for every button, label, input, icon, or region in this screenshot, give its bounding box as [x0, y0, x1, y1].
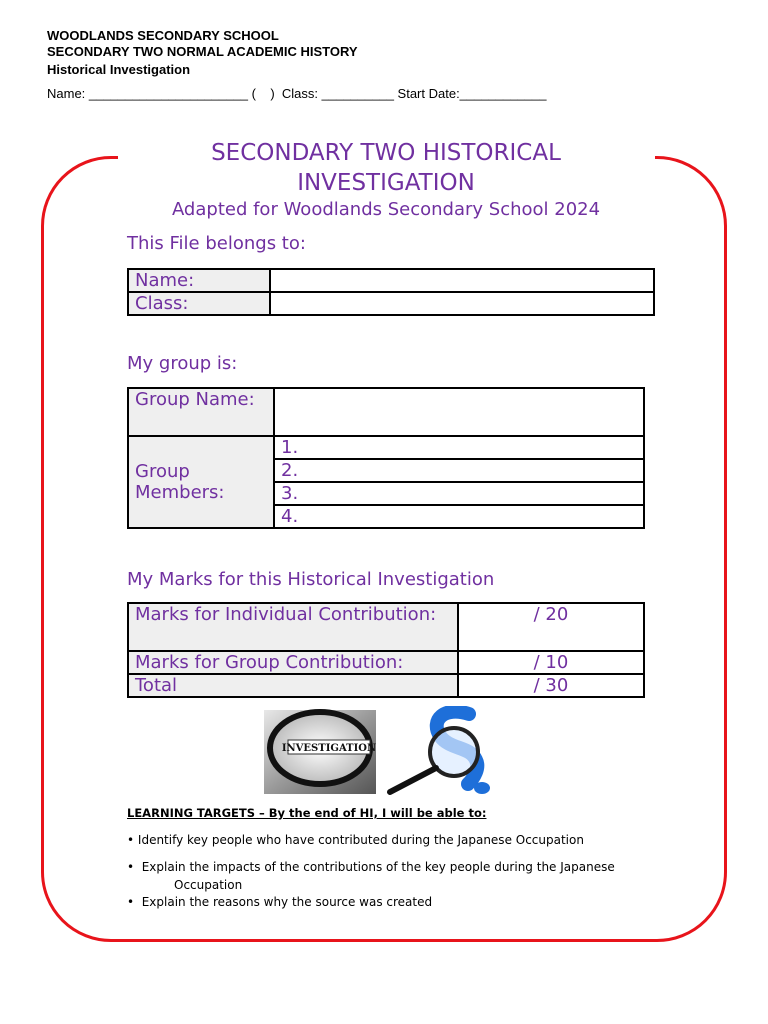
- member-number: 3.: [281, 483, 299, 504]
- total-marks-value: / 30: [458, 674, 644, 697]
- course-name: SECONDARY TWO NORMAL ACADEMIC HISTORY: [47, 44, 358, 59]
- owner-table: [127, 268, 655, 316]
- owner-name-label: Name:: [128, 269, 270, 292]
- member-field-4[interactable]: [274, 505, 644, 528]
- marks-table: [127, 602, 645, 698]
- question-magnifier-icon: [390, 712, 490, 794]
- group-heading: My group is:: [127, 353, 238, 374]
- group-name-field[interactable]: [274, 388, 644, 436]
- member-number: 4.: [281, 506, 299, 527]
- learning-target-item: • Identify key people who have contributed during the Japanese Occupation: [127, 833, 584, 847]
- member-field-1[interactable]: [274, 436, 644, 459]
- marks-heading: My Marks for this Historical Investigation: [127, 569, 495, 590]
- learning-target-item: • Explain the impacts of the contributions of the key people during the Japanese: [127, 860, 615, 874]
- student-info-line: Name: ______________________ ( ) Class: __________ Start Date:____________: [47, 86, 547, 101]
- group-name-label: Group Name:: [128, 388, 274, 436]
- owner-name-field[interactable]: [270, 269, 654, 292]
- member-field-2[interactable]: [274, 459, 644, 482]
- learning-targets-title: LEARNING TARGETS – By the end of HI, I will be able to:: [127, 806, 487, 820]
- total-marks-label: Total: [128, 674, 458, 697]
- cover-subtitle: Adapted for Woodlands Secondary School 2024: [171, 199, 601, 220]
- owner-class-field[interactable]: [270, 292, 654, 315]
- belongs-label: This File belongs to:: [127, 233, 306, 254]
- individual-marks-label: Marks for Individual Contribution:: [128, 603, 458, 651]
- group-table: [127, 387, 645, 529]
- school-name: WOODLANDS SECONDARY SCHOOL: [47, 28, 279, 43]
- investigation-illustration: [264, 706, 514, 798]
- member-number: 1.: [281, 437, 299, 458]
- cover-title: SECONDARY TWO HISTORICAL INVESTIGATION: [211, 140, 561, 196]
- group-members-label: Group Members:: [128, 436, 274, 528]
- member-field-3[interactable]: [274, 482, 644, 505]
- individual-marks-value: / 20: [458, 603, 644, 651]
- owner-class-label: Class:: [128, 292, 270, 315]
- learning-target-item: • Explain the reasons why the source was created: [127, 895, 433, 909]
- investigation-magnifier-icon: [264, 710, 376, 794]
- module-name: Historical Investigation: [47, 62, 191, 77]
- member-number: 2.: [281, 460, 299, 481]
- image-caption: INVESTIGATION: [281, 743, 377, 754]
- learning-target-continuation: Occupation: [174, 878, 243, 892]
- group-marks-label: Marks for Group Contribution:: [128, 651, 458, 674]
- group-marks-value: / 10: [458, 651, 644, 674]
